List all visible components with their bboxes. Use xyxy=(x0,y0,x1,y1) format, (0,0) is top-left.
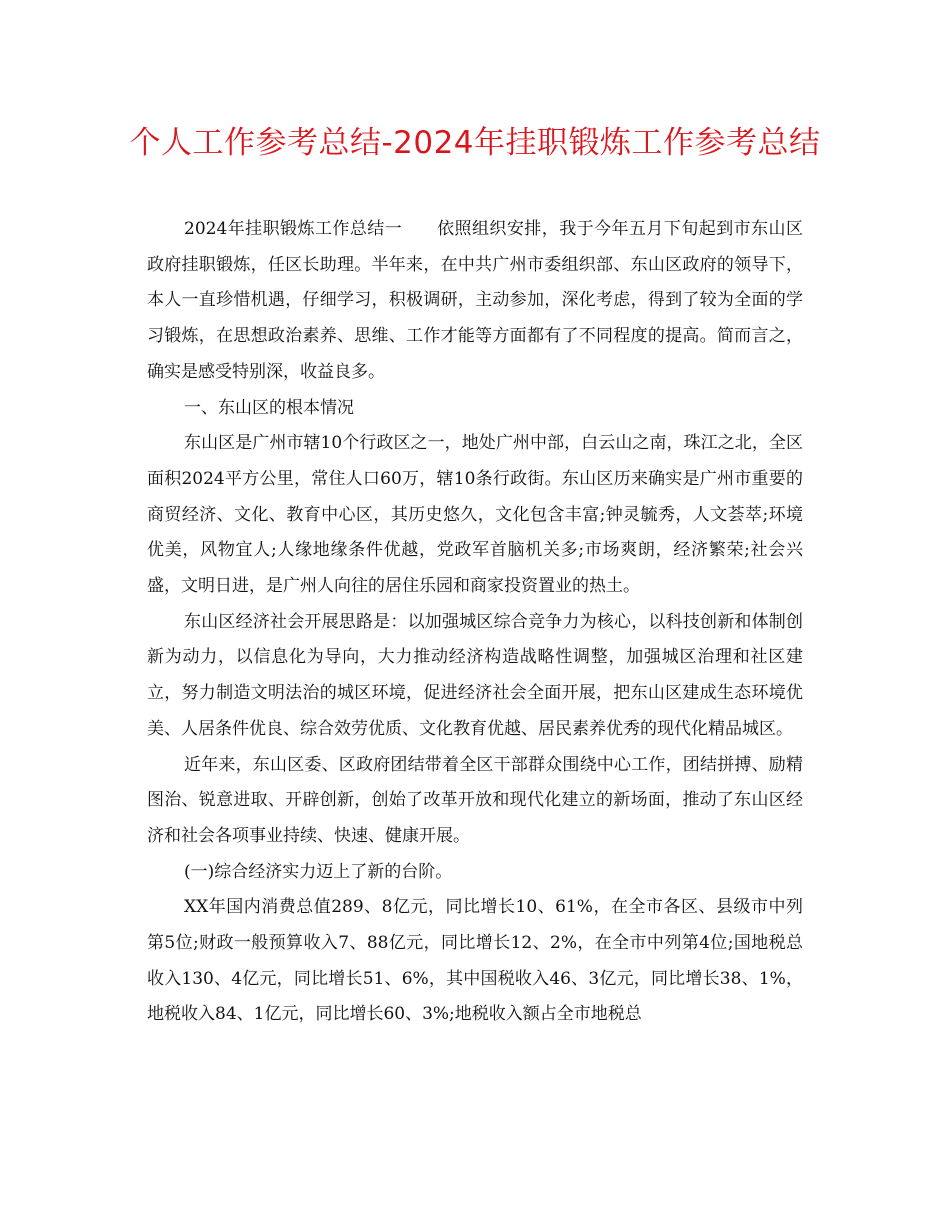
paragraph: XX年国内消费总值289、8亿元，同比增长10、61%，在全市各区、县级市中列第5位;财政一般预算收入7、88亿元，同比增长12、2%，在全市中列第4位;国地税总收入130、4亿元，同比增长51、6%，其中国税收入46、3亿元，同比增长38、1%，地税收入84、1亿元，同比增长60、3%;地税收入额占全市地税总 xyxy=(147,897,803,1025)
paragraph: 近年来，东山区委、区政府团结带着全区干部群众围绕中心工作，团结拼搏、励精图治、锐意进取、开辟创新，创始了改革开放和现代化建立的新场面，推动了东山区经济和社会各项事业持续、快速、健康开展。 xyxy=(147,754,803,846)
document-body xyxy=(147,212,803,1033)
paragraph: 东山区经济社会开展思路是：以加强城区综合竞争力为核心，以科技创新和体制创新为动力，以信息化为导向，大力推动经济构造战略性调整，加强城区治理和社区建立，努力制造文明法治的城区环境，促进经济社会全面开展，把东山区建成生态环境优美、人居条件优良、综合效劳优质、文化教育优越、居民素养优秀的现代化精品城区。 xyxy=(147,611,803,739)
section-heading: 一、东山区的根本情况 xyxy=(184,397,354,418)
paragraph: 2024年挂职锻炼工作总结一 依照组织安排，我于今年五月下旬起到市东山区政府挂职锻炼，任区长助理。半年来，在中共广州市委组织部、东山区政府的领导下，本人一直珍惜机遇，仔细学习，积极调研，主动参加，深化考虑，得到了较为全面的学习锻炼，在思想政治素养、思维、工作才能等方面都有了不同程度的提高。简而言之，确实是感受特别深，收益良多。 xyxy=(147,219,803,382)
subsection-heading: (一)综合经济实力迈上了新的台阶。 xyxy=(184,861,453,882)
paragraph: 东山区是广州市辖10个行政区之一，地处广州中部，白云山之南，珠江之北，全区面积2024平方公里，常住人口60万，辖10条行政街。东山区历来确实是广州市重要的商贸经济、文化、教育中心区，其历史悠久，文化包含丰富;钟灵毓秀，人文荟萃;环境优美，风物宜人;人缘地缘条件优越，党政军首脑机关多;市场爽朗，经济繁荣;社会兴盛，文明日进，是广州人向往的居住乐园和商家投资置业的热土。 xyxy=(147,433,803,597)
document-title: 个人工作参考总结-2024年挂职锻炼工作参考总结 xyxy=(129,125,821,161)
